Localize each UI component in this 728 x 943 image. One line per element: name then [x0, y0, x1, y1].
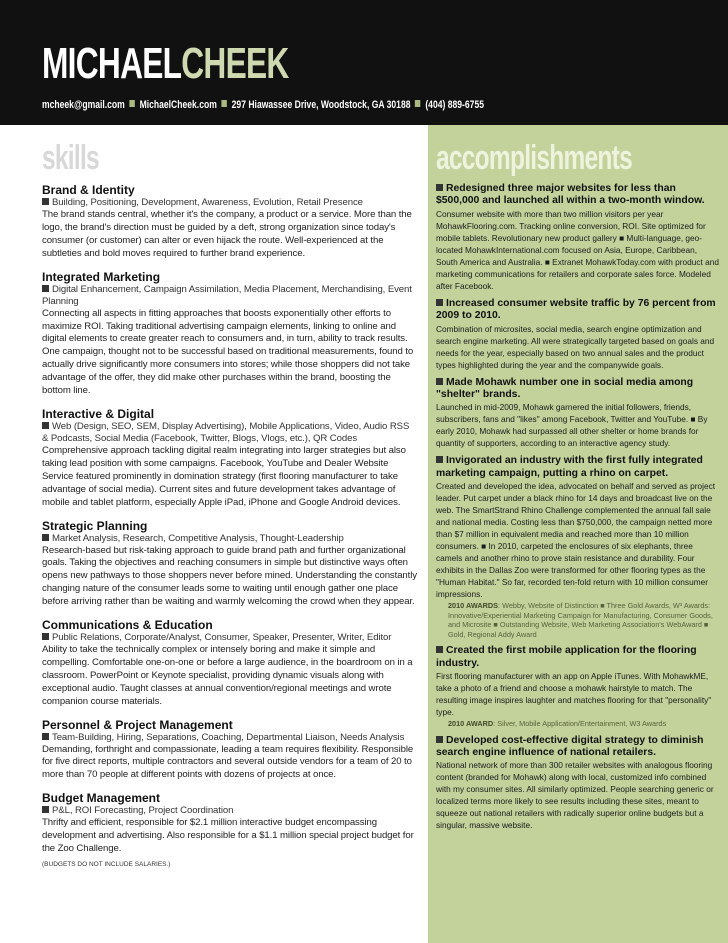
skill-description: Connecting all aspects in fitting approaches that boosts exponentially other efforts to maximize ROI. Taking traditional advertising campaign elements, linking to online and digital elements to create greater reach to consumers and, in turn, ability to track results. One campaign, thought not to be successful based on traditional measurements, found to actually drive significantly more consumers into stores; while those shoppers did not take advantage of the offer, they did make other purchases within the brand, boosting the bottom line. — [42, 307, 414, 397]
skill-tags — [42, 421, 417, 445]
skill-block — [42, 618, 417, 709]
email[interactable]: mcheek@gmail.com — [42, 99, 125, 111]
accomplishment-body: Consumer website with more than two million visitors per year MohawkFlooring.com. Tracking online conversion, ROI. Site optimized for mobile tablets. Revolutionary new product gallery ■ Multi-language, geo-located MohawkInternational.com focused on Asia, Europe, Caribbean, South America and Australia. ■ Extranet MohawkToday.com with product and marketing communications for retailers and corporate sales force. Modeled after Facebook. — [436, 208, 719, 291]
accomplishment-item — [436, 377, 720, 450]
phone: (404) 889-6755 — [425, 99, 485, 111]
lead-text: Made Mohawk number one in social media among "shelter" brands. — [436, 376, 694, 401]
accomplishment-body: National network of more than 300 retailer websites with analogous flooring content (branded for Mohawk) along with local, customized info combined with my consumer sites. All similarly optimized. People searching generic or localized terms more likely to see results including these sites, meant to squeeze out national retailers with radically superior online budgets but a singular, massive website. — [436, 760, 714, 831]
skill-tags — [42, 533, 417, 545]
skill-tags-text: Public Relations, Corporate/Analyst, Consumer, Speaker, Presenter, Writer, Editor — [52, 632, 392, 644]
bullet-square-icon — [42, 285, 49, 292]
skill-tags — [42, 197, 417, 209]
skill-tags-text: Team-Building, Hiring, Separations, Coaching, Departmental Liaison, Needs Analysis — [52, 731, 405, 743]
bullet-square-icon — [436, 378, 443, 385]
accomplishment-body: Combination of microsites, social media, search engine optimization and search engine marketing. All were strategically targeted based on goals and needs for the year, especially based on two annual sales and the product types highlighted during the year and the companywide goals. — [436, 323, 715, 370]
accomplishments-title: accomplishments — [436, 139, 632, 177]
skill-tags-text: Market Analysis, Research, Competitive Analysis, Thought-Leadership — [52, 532, 344, 544]
lead-text: Increased consumer website traffic by 76 percent from 2009 to 2010. — [436, 297, 716, 322]
skill-heading: Interactive & Digital — [42, 406, 155, 421]
skill-description: Thrifty and efficient, responsible for $2.1 million interactive budget encompassing development and advertising. Also responsible for a $1.1 million special project budget for the Zoo Challenge. — [42, 817, 414, 855]
skill-block — [42, 270, 417, 398]
skill-block — [42, 519, 417, 610]
skill-description: The brand stands central, whether it's the company, a product or a service. More than the logo, the brand's direction must be guided by a deft, strong organization since today's consumer (or customer) can alter or even hijack the route. Well-experienced at the subtleties and bold moves required to further brand experience. — [42, 209, 412, 259]
award-text: Silver, Mobile Application/Entertainment, W3 Awards — [497, 719, 667, 729]
bullet-square-icon — [42, 733, 49, 740]
accomplishment-lead — [436, 645, 720, 670]
website[interactable]: MichaelCheek.com — [139, 99, 217, 111]
skill-block — [42, 791, 417, 856]
skill-description: Ability to take the technically complex or intensely boring and make it simple and compelling. Comfortable one-on-one or before a large audience, in the boardroom on in a classroom. PowerPoint or Keynote specialist, providing dynamic visuals along with exceptional audio. Taught classes at annual convention/regional meetings and wrote companion course materials. — [42, 644, 413, 707]
award-label: 2010 AWARD — [448, 719, 494, 729]
skill-heading: Personnel & Project Management — [42, 717, 233, 732]
bullet-square-icon — [42, 633, 49, 640]
skill-tags — [42, 805, 417, 817]
separator-square-icon — [129, 100, 134, 107]
skill-block — [42, 407, 417, 510]
bullet-square-icon — [42, 422, 49, 429]
accomplishment-lead — [436, 298, 720, 323]
bullet-square-icon — [42, 534, 49, 541]
accomplishment-lead — [436, 735, 720, 760]
skill-tags-text: Web (Design, SEO, SEM, Display Advertising), Mobile Applications, Video, Audio RSS & Podcasts, Social Media (Facebook, Twitter, Blogs, Vlogs, etc.), QR Codes — [42, 420, 410, 444]
accomplishment-item — [436, 735, 720, 832]
skill-tags-text: P&L, ROI Forecasting, Project Coordination — [52, 805, 234, 817]
skill-heading: Strategic Planning — [42, 518, 148, 533]
header-band — [0, 0, 728, 125]
skill-description: Research-based but risk-taking approach to guide brand path and further organizational goals. Taking the objectives and reaching consumers in simple but distinctive ways often opens new pathways to those shoppers never before mined. Understanding the constantly changing nature of the consumer leads some to waiting until enough gather one place before arriving rather than be waiting and warmly welcoming the crowd when they appear. — [42, 544, 417, 608]
accomplishment-item — [436, 183, 720, 292]
address: 297 Hiawassee Drive, Woodstock, GA 30188 — [231, 99, 411, 111]
bullet-square-icon — [436, 736, 443, 743]
bullet-square-icon — [436, 646, 443, 653]
contact-line — [42, 99, 484, 111]
first-name: MICHAEL — [42, 39, 182, 88]
lead-text: Created the first mobile application for the flooring industry. — [436, 645, 697, 669]
skill-tags-text: Building, Positioning, Development, Awareness, Evolution, Retail Presence — [52, 197, 363, 208]
bullet-square-icon — [436, 184, 443, 191]
lead-text: Redesigned three major websites for less than $500,000 and launched all within a two-month window. — [436, 183, 705, 207]
skills-title: skills — [42, 139, 99, 177]
bullet-square-icon — [42, 806, 49, 813]
skill-tags — [42, 284, 417, 308]
skill-heading: Budget Management — [42, 791, 161, 806]
skill-heading: Integrated Marketing — [42, 269, 161, 284]
accomplishments-section — [436, 183, 720, 837]
skill-heading: Brand & Identity — [42, 183, 135, 197]
skill-tags — [42, 632, 417, 644]
last-name: CHEEK — [181, 39, 289, 88]
award-label: 2010 AWARDS — [448, 601, 499, 611]
accomplishment-body: Launched in mid-2009, Mohawk garnered the initial followers, friends, subscribers, fans and "likes" among Facebook, Twitter and YouTube. ■ By early 2010, Mohawk had surpassed all other shelter or home brands for quantity of supporters, according to an interactive agency study. — [436, 402, 708, 449]
accomplishment-lead — [436, 455, 720, 480]
accomplishment-lead — [436, 183, 720, 208]
award-line: 2010 AWARD: Silver, Mobile Application/Entertainment, W3 Awards — [448, 719, 667, 729]
bullet-square-icon — [436, 299, 443, 306]
separator-square-icon — [222, 100, 227, 107]
accomplishment-item — [436, 455, 720, 639]
accomplishment-lead — [436, 377, 720, 402]
accomplishment-body: First flooring manufacturer with an app on Apple iTunes. With MohawkME, take a photo of a friend and choose a mohawk hairstyle to match. The resulting image inspires laughter and matches flooring for that "personality" type. — [436, 671, 712, 718]
skill-tags-text: Digital Enhancement, Campaign Assimilation, Media Placement, Merchandising, Event Planning — [42, 283, 412, 307]
skills-section — [42, 183, 417, 868]
award-text: Webby, Website of Distinction ■ Three Gold Awards, W³ Awards: Innovative/Experiential Marketing Campaign for Manufacturing, Consumer Goods, and Microsite ■ Outstanding Website, Web Marketing Association's WebAward ■ Gold, Regional Addy Award — [448, 601, 713, 639]
bullet-square-icon — [42, 198, 49, 205]
resume-name — [42, 40, 289, 88]
skill-tags — [42, 732, 417, 744]
award-line: 2010 AWARDS: Webby, Website of Distinction ■ Three Gold Awards, W³ Awards: Innovative/Experiential Marketing Campaign for Manufacturing, Consumer Goods, and Microsite ■ Outstanding Website, Web Marketing Association's WebAward ■ Gold, Regional Addy Award — [448, 601, 713, 639]
skill-description: Demanding, forthright and compassionate, leading a team requires flexibility. Responsible for five direct reports, multiple contractors and several outside vendors for a team of 20 to more than 70 people at different points with dozens of projects at once. — [42, 743, 414, 781]
skill-description: Comprehensive approach tackling digital realm integrating into larger strategies but also taking lead position with some campaigns. Facebook, YouTube and Dealer Website Service featured prominently in domination strategy (first flooring manufacturer to take advantage of social media). Current sites and future development takes advantage of mobile and tablet platform, especially Apple iPad, iPhone and Google Android devices. — [42, 444, 406, 508]
accomplishment-body: Created and developed the idea, advocated on behalf and served as project leader. Put carpet under a black rhino for 14 days and broadcast live on the web. The SmartStrand Rhino Challenge complemented the annual fall sale and national media. Costing less than $750,000, the campaign netted more than $7 million in equivalent media and reached more than 10 million consumers. ■ In 2010, carpeted the enclosures of six elephants, three camels and another rhino to prove stain resistance and durability. Four exhibits in the Dallas Zoo were transformed for other flooring types as the "Human Habitat." So far, recorded ten-fold return with 10 million consumer impressions. — [436, 481, 716, 600]
bullet-square-icon — [436, 456, 443, 463]
lead-text: Developed cost-effective digital strategy to diminish search engine influence of national retailers. — [436, 734, 704, 758]
skill-heading: Communications & Education — [42, 618, 213, 633]
budget-note: (BUDGETS DO NOT INCLUDE SALARIES.) — [42, 861, 171, 868]
skill-block — [42, 718, 417, 783]
accomplishment-item — [436, 645, 720, 728]
accomplishment-item — [436, 298, 720, 371]
separator-square-icon — [415, 100, 420, 107]
lead-text: Invigorated an industry with the first fully integrated marketing campaign, putting a rhino on carpet. — [436, 455, 703, 479]
skill-block — [42, 183, 417, 261]
